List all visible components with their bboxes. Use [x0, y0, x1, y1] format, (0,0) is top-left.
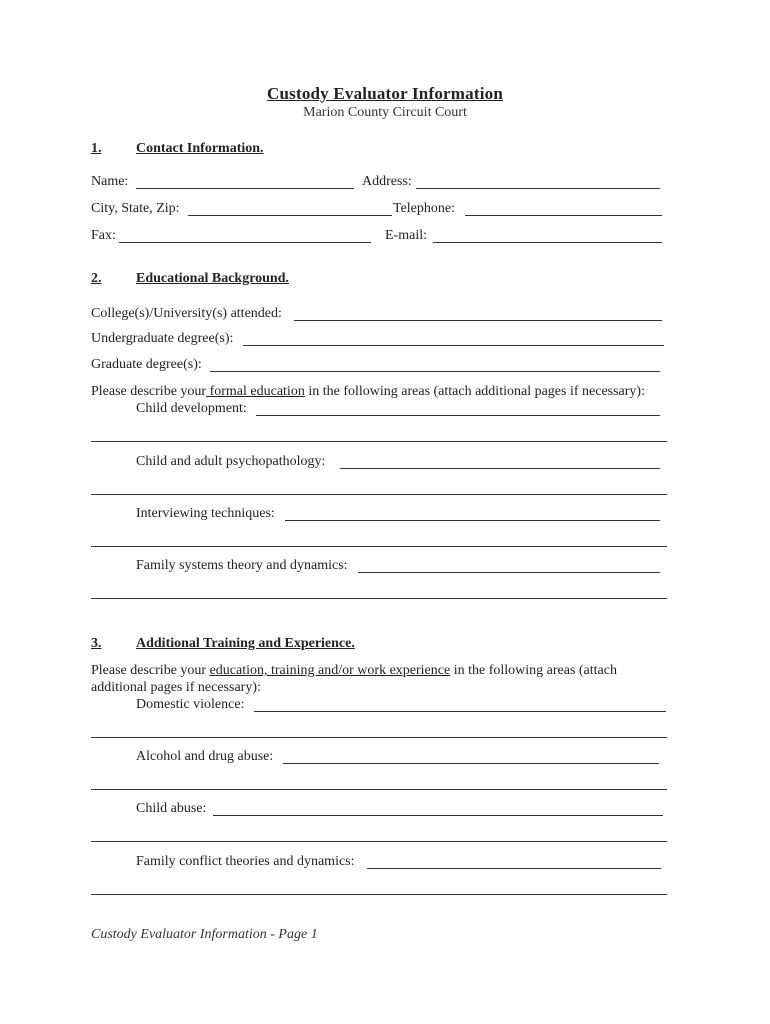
undergrad-label: Undergraduate degree(s): [91, 331, 234, 346]
page-footer: Custody Evaluator Information - Page 1 [91, 927, 318, 942]
section1-number: 1. [91, 141, 102, 156]
section3-number: 3. [91, 636, 102, 651]
name-label: Name: [91, 174, 129, 189]
interviewing-field-line2[interactable] [91, 546, 667, 547]
child-development-field-line2[interactable] [91, 441, 667, 442]
telephone-label: Telephone: [393, 201, 455, 216]
city-state-zip-label: City, State, Zip: [91, 201, 180, 216]
section2-number: 2. [91, 271, 102, 286]
undergrad-field[interactable] [243, 345, 664, 346]
interviewing-field[interactable] [285, 520, 660, 521]
family-conflict-label: Family conflict theories and dynamics: [136, 854, 355, 869]
child-abuse-field-line2[interactable] [91, 841, 667, 842]
alcohol-drug-field[interactable] [283, 763, 659, 764]
alcohol-drug-field-line2[interactable] [91, 789, 667, 790]
form-subtitle: Marion County Circuit Court [303, 105, 467, 120]
city-state-zip-field[interactable] [188, 215, 392, 216]
fax-field[interactable] [119, 242, 371, 243]
graduate-field[interactable] [210, 371, 660, 372]
domestic-violence-label: Domestic violence: [136, 697, 245, 712]
child-development-label: Child development: [136, 401, 247, 416]
telephone-field[interactable] [465, 215, 662, 216]
alcohol-drug-label: Alcohol and drug abuse: [136, 749, 274, 764]
psychopathology-field[interactable] [340, 468, 660, 469]
domestic-violence-field-line2[interactable] [91, 737, 667, 738]
colleges-field[interactable] [294, 320, 662, 321]
psychopathology-label: Child and adult psychopathology: [136, 454, 326, 469]
section3-heading: Additional Training and Experience. [136, 636, 355, 651]
colleges-label: College(s)/University(s) attended: [91, 306, 282, 321]
family-conflict-field-line2[interactable] [91, 894, 667, 895]
family-conflict-field[interactable] [367, 868, 661, 869]
section2-heading: Educational Background. [136, 271, 290, 286]
family-systems-field-line2[interactable] [91, 598, 667, 599]
email-label: E-mail: [385, 228, 427, 243]
name-field[interactable] [136, 188, 354, 189]
section2-instructions: Please describe your formal education in the following areas (attach additional pages if necessary): [91, 384, 645, 399]
section3-instructions: Please describe your education, training and/or work experience in the following areas (attach [91, 663, 617, 678]
graduate-label: Graduate degree(s): [91, 357, 202, 372]
family-systems-field[interactable] [358, 572, 660, 573]
section1-heading: Contact Information. [136, 141, 264, 156]
section3-instructions-line2: additional pages if necessary): [91, 680, 261, 695]
fax-label: Fax: [91, 228, 116, 243]
family-systems-label: Family systems theory and dynamics: [136, 558, 348, 573]
domestic-violence-field[interactable] [254, 711, 666, 712]
child-abuse-label: Child abuse: [136, 801, 207, 816]
interviewing-label: Interviewing techniques: [136, 506, 275, 521]
psychopathology-field-line2[interactable] [91, 494, 667, 495]
email-field[interactable] [433, 242, 662, 243]
form-title: Custody Evaluator Information [267, 84, 503, 103]
address-field[interactable] [416, 188, 660, 189]
child-development-field[interactable] [256, 415, 660, 416]
address-label: Address: [362, 174, 412, 189]
child-abuse-field[interactable] [213, 815, 663, 816]
